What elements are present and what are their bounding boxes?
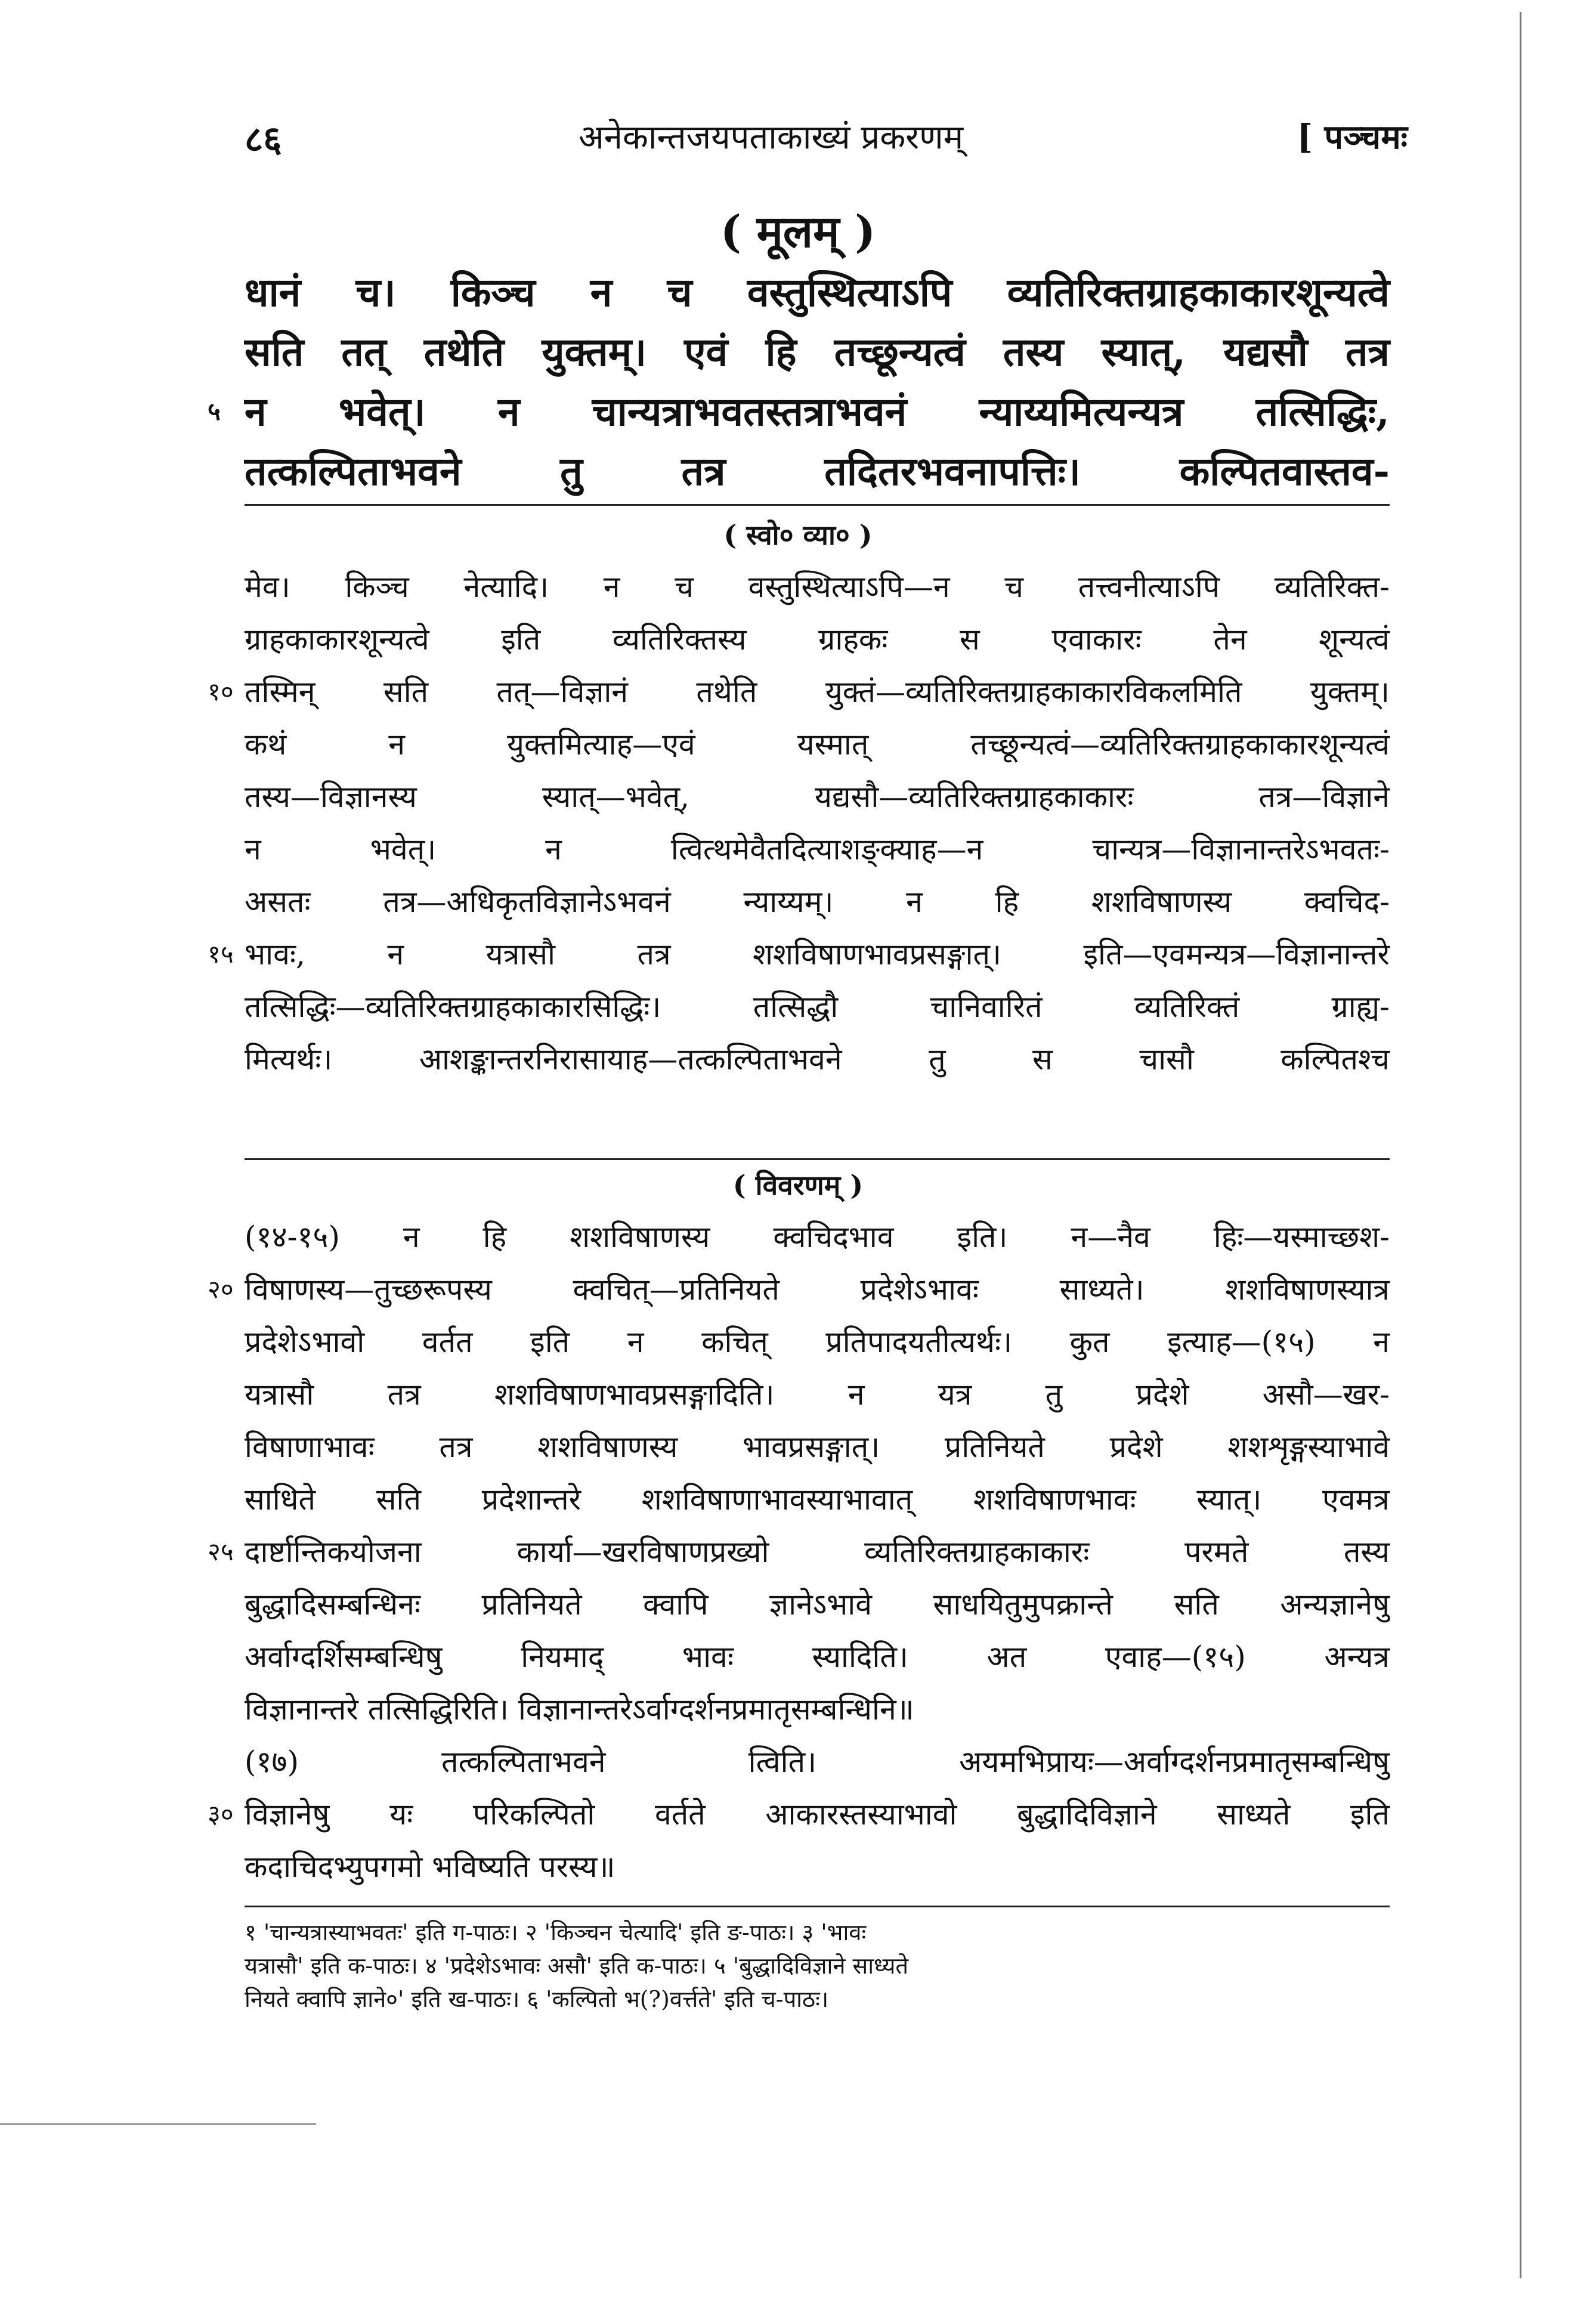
mula-line (245, 262, 1390, 322)
line-text: तत्सिद्धिः—व्यतिरिक्तग्राहकाकारसिद्धिः। तत्सिद्धौ चानिवारितं व्यतिरिक्तं ग्राह्य- (245, 989, 1390, 1024)
page-header (245, 113, 1408, 167)
line-number: १० (208, 677, 234, 706)
vivarana-heading: ( विवरणम् ) (732, 1169, 864, 1201)
line-text: (१४-१५) न हि शशविषाणस्य क्वचिदभाव इति। न—नैव हिः—यस्माच्छश- (245, 1220, 1390, 1254)
line-text: सति तत् तथेति युक्तम्। एवं हि तच्छून्यत्वं तस्य स्यात्, यद्यसौ तत्र (245, 329, 1390, 375)
footnote-divider (245, 1906, 1390, 1907)
line-number: १५ (208, 939, 234, 969)
line-number: २५ (208, 1537, 234, 1566)
mula-line (208, 382, 1390, 441)
footnote-line: यत्रासौ' इति क-पाठः। ४ 'प्रदेशेऽभावः असौ' इति क-पाठः। ५ 'बुद्धादिविज्ञाने साध्यते (245, 1953, 909, 1979)
vivarana-line (245, 1421, 1390, 1473)
line-text: तस्मिन् सति तत्—विज्ञानं तथेति युक्तं—व्यतिरिक्तग्राहकाकारविकलमिति युक्तम्। (245, 675, 1390, 709)
line-text: तत्कल्पिताभवने तु तत्र तदितरभवनापत्तिः। कल्पितवास्तव- (245, 448, 1390, 494)
mula-line (245, 441, 1390, 501)
vivarana-line (245, 1631, 1390, 1683)
vivarana-line (208, 1526, 1390, 1578)
svopajna-line (245, 771, 1390, 823)
line-text: न भवेत्। न त्वित्थमेवैतदित्याशङ्क्याह—न चान्यत्र—विज्ञानान्तरेऽभवतः- (245, 832, 1390, 867)
line-text: विषाणस्य—तुच्छरूपस्य क्वचित्—प्रतिनियते प्रदेशेऽभावः साध्यते। शशविषाणस्यात्र (245, 1272, 1390, 1307)
vivarana-line (245, 1683, 1390, 1736)
line-text: अर्वाग्दर्शिसम्बन्धिषु नियमाद् भावः स्यादिति। अत एवाह—(१५) अन्यत्र (245, 1640, 1390, 1674)
line-text: (१७) तत्कल्पिताभवने त्विति। अयमभिप्रायः—अर्वाग्दर्शनप्रमातृसम्बन्धिषु (245, 1745, 1390, 1779)
line-text: कदाचिदभ्युपगमो भविष्यति परस्य॥ (245, 1850, 615, 1884)
vivarana-line (208, 1263, 1390, 1316)
footnotes (245, 1916, 1390, 2016)
scan-edge-line (0, 2123, 316, 2125)
line-text: तस्य—विज्ञानस्य स्यात्—भवेत्, यद्यसौ—व्यतिरिक्तग्राहकाकारः तत्र—विज्ञाने (245, 780, 1390, 814)
vivarana-commentary (208, 1211, 1390, 1893)
line-text: ग्राहकाकारशून्यत्वे इति व्यतिरिक्तस्य ग्राहकः स एवाकारः तेन शून्यत्वं (245, 622, 1390, 657)
line-text: साधिते सति प्रदेशान्तरे शशविषाणाभावस्याभावात् शशविषाणभावः स्यात्। एवमत्र (245, 1482, 1390, 1517)
line-text: बुद्धादिसम्बन्धिनः प्रतिनियते क्वापि ज्ञानेऽभावे साधयितुमुपक्रान्ते सति अन्यज्ञानेषु (245, 1587, 1390, 1622)
scan-margin-line (1520, 12, 1521, 2278)
page-number: ८६ (245, 119, 282, 160)
vivarana-line (245, 1211, 1390, 1263)
line-text: विज्ञानेषु यः परिकल्पितो वर्तते आकारस्तस्याभावो बुद्धादिविज्ञाने साध्यते इति (245, 1797, 1390, 1832)
vivarana-line (208, 1788, 1390, 1841)
section-divider (245, 504, 1390, 506)
line-number: २० (208, 1275, 234, 1304)
vivarana-line (245, 1368, 1390, 1421)
line-text: धानं च। किञ्च न च वस्तुस्थित्याऽपि व्यतिरिक्तग्राहकाकारशून्यत्वे (245, 269, 1390, 316)
vivarana-line (245, 1736, 1390, 1788)
footnote-line: १ 'चान्यत्रास्याभवतः' इति ग-पाठः। २ 'किञ्चन चेत्यादि' इति ङ-पाठः। ३ 'भावः (245, 1919, 867, 1946)
svopajna-line (245, 1033, 1390, 1085)
line-text: दार्ष्टान्तिकयोजना कार्या—खरविषाणप्रख्यो व्यतिरिक्तग्राहकाकारः परमते तस्य (245, 1535, 1390, 1569)
vivarana-line (245, 1473, 1390, 1526)
vivarana-line (245, 1841, 1390, 1893)
mula-heading: ( मूलम् ) (720, 206, 876, 258)
mula-line (245, 322, 1390, 382)
svopajna-line (245, 561, 1390, 613)
line-text: भावः, न यत्रासौ तत्र शशविषाणभावप्रसङ्गात्। इति—एवमन्यत्र—विज्ञानान्तरे (245, 937, 1390, 972)
line-text: विषाणाभावः तत्र शशविषाणस्य भावप्रसङ्गात्। प्रतिनियते प्रदेशे शशशृङ्गस्याभावे (245, 1430, 1390, 1464)
svopajna-line (208, 928, 1390, 981)
svopajna-line (245, 981, 1390, 1033)
running-title: अनेकान्तजयपताकाख्यं प्रकरणम् (579, 118, 964, 157)
svopajna-heading: ( स्वो० व्या० ) (723, 519, 873, 551)
svopajna-line (208, 666, 1390, 718)
svopajna-line (245, 613, 1390, 666)
line-text: यत्रासौ तत्र शशविषाणभावप्रसङ्गादिति। न यत्र तु प्रदेशे असौ—खर- (245, 1377, 1390, 1412)
svopajna-line (245, 823, 1390, 876)
line-text: मित्यर्थः। आशङ्कान्तरनिरासायाह—तत्कल्पिताभवने तु स चासौ कल्पितश्च (245, 1042, 1390, 1077)
line-text: कथं न युक्तमित्याह—एवं यस्मात् तच्छून्यत्वं—व्यतिरिक्तग्राहकाकारशून्यत्वं (245, 727, 1390, 762)
svopajna-commentary (208, 561, 1390, 1085)
line-number: ३० (208, 1799, 234, 1829)
mula-text (208, 262, 1390, 501)
vivarana-line (245, 1316, 1390, 1368)
line-text: प्रदेशेऽभावो वर्तत इति न कचित् प्रतिपादयतीत्यर्थः। कुत इत्याह—(१५) न (245, 1325, 1390, 1359)
svopajna-line (245, 876, 1390, 928)
section-divider (245, 1158, 1390, 1160)
chapter-label: [ पञ्चमः (1297, 117, 1408, 157)
vivarana-line (245, 1578, 1390, 1631)
line-text: मेव। किञ्च नेत्यादि। न च वस्तुस्थित्याऽपि—न च तत्त्वनीत्याऽपि व्यतिरिक्त- (245, 570, 1390, 604)
footnote-line: नियते क्वापि ज्ञाने०' इति ख-पाठः। ६ 'कल्पितो भ(?)वर्त्तते' इति च-पाठः। (245, 1986, 829, 2012)
line-text: न भवेत्। न चान्यत्राभवतस्तत्राभवनं न्याय्यमित्यन्यत्र तत्सिद्धिः, (245, 388, 1390, 435)
line-number: ५ (208, 397, 221, 426)
svopajna-line (245, 718, 1390, 771)
line-text: असतः तत्र—अधिकृतविज्ञानेऽभवनं न्याय्यम्। न हि शशविषाणस्य क्वचिद- (245, 884, 1390, 919)
line-text: विज्ञानान्तरे तत्सिद्धिरिति। विज्ञानान्तरेऽर्वाग्दर्शनप्रमातृसम्बन्धिनि॥ (245, 1692, 914, 1727)
